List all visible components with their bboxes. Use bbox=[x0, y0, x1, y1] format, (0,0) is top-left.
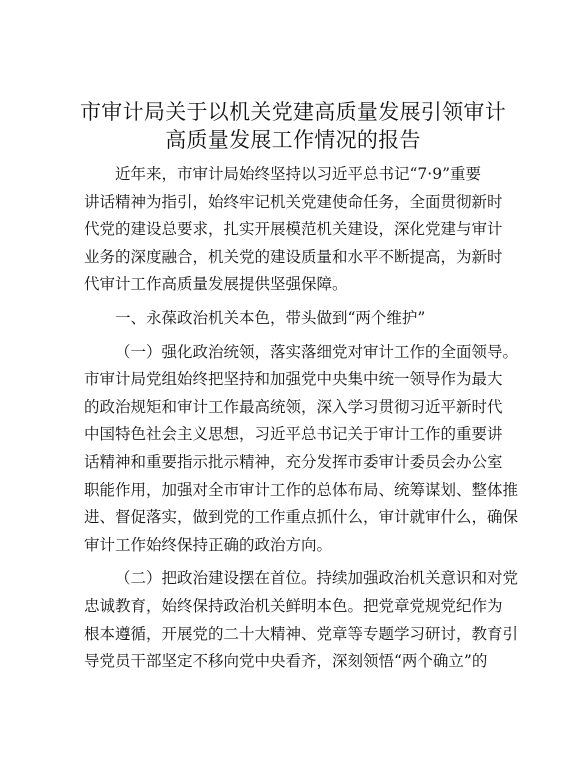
title-line: 市审计局关于以机关党建高质量发展引领审计 bbox=[80, 100, 506, 124]
paragraph-political-construction bbox=[84, 565, 519, 675]
paragraph-line: 市审计局党组始终把坚持和加强党中央集中统一领导作为最大 bbox=[84, 370, 503, 389]
paragraph-line: （二）把政治建设摆在首位。持续加强政治机关意识和对党 bbox=[115, 569, 519, 588]
paragraph-line: 审计工作始终保持正确的政治方向。 bbox=[84, 535, 333, 554]
paragraph-line: （一）强化政治统领，落实落细党对审计工作的全面领导。 bbox=[115, 342, 519, 361]
intro-paragraph bbox=[84, 161, 504, 299]
paragraph-line: 代党的建设总要求，扎实开展模范机关建设，深化党建与审计 bbox=[84, 220, 503, 239]
paragraph-line: 职能作用，加强对全市审计工作的总体布局、统筹谋划、整体推 bbox=[84, 480, 519, 499]
section-heading: 一、永葆政治机关本色，带头做到“两个维护” bbox=[115, 308, 426, 327]
paragraph-line: 近年来，市审计局始终坚持以习近平总书记“7·9”重要 bbox=[115, 165, 481, 183]
paragraph-line: 忠诚教育，始终保持政治机关鲜明本色。把党章党规党纪作为 bbox=[84, 596, 503, 615]
paragraph-political-leadership bbox=[84, 339, 519, 560]
paragraph-line: 代审计工作高质量发展提供坚强保障。 bbox=[84, 275, 348, 294]
paragraph-line: 中国特色社会主义思想，习近平总书记关于审计工作的重要讲 bbox=[84, 425, 503, 444]
paragraph-line: 导党员干部坚定不移向党中央看齐，深刻领悟“两个确立”的 bbox=[84, 652, 488, 671]
title-line: 高质量发展工作情况的报告 bbox=[165, 128, 421, 152]
paragraph-line: 讲话精神为指引，始终牢记机关党建使命任务，全面贯彻新时 bbox=[84, 192, 503, 211]
paragraph-line: 业务的深度融合，机关党的建设质量和水平不断提高，为新时 bbox=[84, 247, 503, 266]
paragraph-line: 根本遵循，开展党的二十大精神、党章等专题学习研讨，教育引 bbox=[84, 624, 519, 643]
paragraph-line: 的政治规矩和审计工作最高统领，深入学习贯彻习近平新时代 bbox=[84, 397, 503, 416]
document-title bbox=[70, 98, 516, 154]
paragraph-line: 进、督促落实，做到党的工作重点抓什么，审计就审什么，确保 bbox=[84, 508, 519, 527]
document-body bbox=[84, 161, 519, 676]
paragraph-line: 话精神和重要指示批示精神，充分发挥市委审计委员会办公室 bbox=[84, 452, 503, 471]
